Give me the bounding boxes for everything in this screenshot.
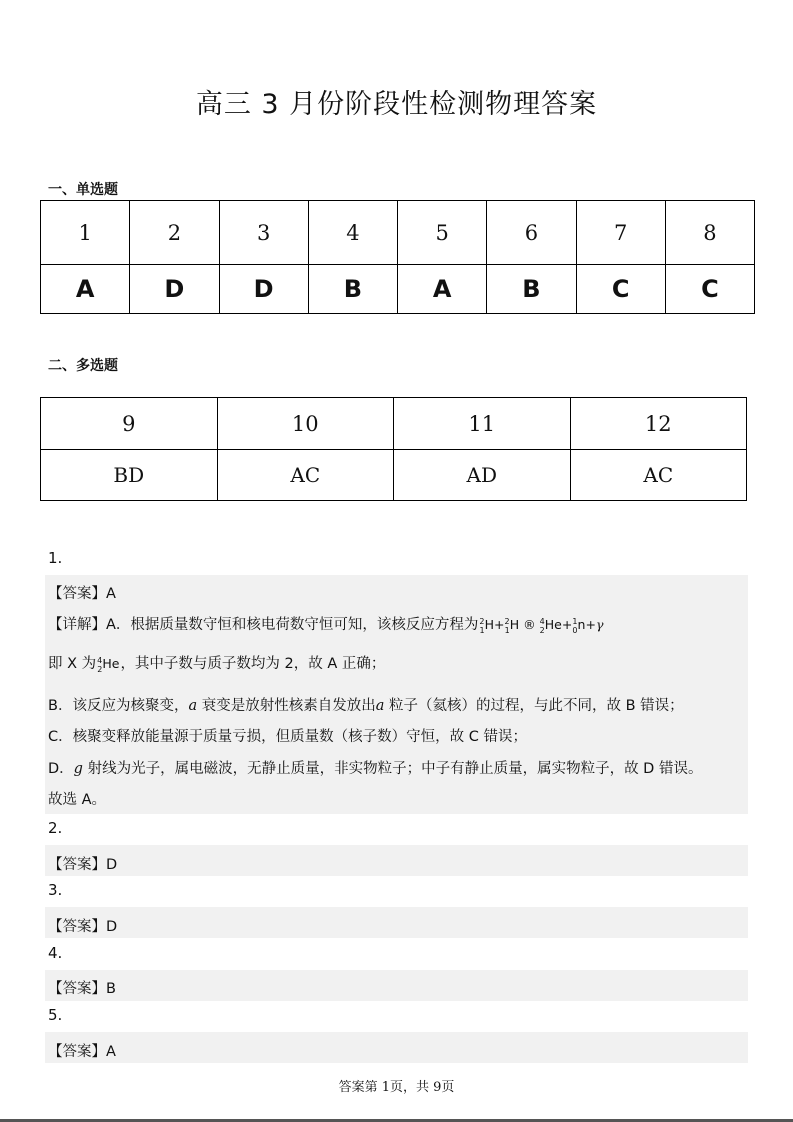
explanation-block [45, 1032, 748, 1063]
question-number-cell: 4 [308, 201, 397, 265]
explanation-block [45, 907, 748, 938]
question-number-cell: 2 [130, 201, 219, 265]
answer-cell: B [308, 265, 397, 314]
question-number-cell: 11 [394, 398, 571, 450]
question-number: 3. [48, 881, 63, 899]
gamma-symbol: g [73, 761, 83, 777]
alpha-symbol: a [375, 698, 385, 714]
question-number-cell: 1 [41, 201, 130, 265]
question-number-cell: 9 [41, 398, 218, 450]
question-number-cell: 3 [219, 201, 308, 265]
question-number-cell: 8 [665, 201, 754, 265]
question-number: 1. [48, 549, 63, 567]
nuclide-he4: $^4_2$He [97, 655, 120, 674]
answer-cell: A [41, 265, 130, 314]
detail-line-c: C．核聚变释放能量源于质量亏损，但质量数（核子数）守恒，故 C 错误； [48, 729, 527, 745]
question-number-cell: 12 [570, 398, 747, 450]
answer-cell: B [487, 265, 576, 314]
single-choice-label: 一、单选题 [48, 182, 118, 198]
single-choice-number-row [41, 201, 755, 265]
nuclide-neutron: $^1_0$n [572, 616, 586, 635]
multi-choice-answer-row [41, 450, 747, 501]
conclusion-line: 故选 A。 [48, 792, 107, 808]
answer-line: 【答案】A [48, 1044, 116, 1060]
nuclide-h2: $^2_1$H [479, 616, 495, 635]
multi-choice-answer-table [40, 397, 747, 501]
question-number-cell: 10 [217, 398, 394, 450]
answer-cell: AD [394, 450, 571, 501]
gamma-symbol: γ [595, 617, 604, 632]
equation [479, 617, 603, 635]
nuclide-h2: $^2_1$H [504, 616, 520, 635]
multi-choice-number-row [41, 398, 747, 450]
answer-cell: C [665, 265, 754, 314]
answer-line: 【答案】D [48, 919, 118, 935]
explanation-block [45, 845, 748, 876]
answer-line: 【答案】D [48, 857, 118, 873]
explanation-block [45, 970, 748, 1001]
question-number-cell: 7 [576, 201, 665, 265]
single-choice-answer-table [40, 200, 755, 314]
detail-line-b: B．该反应为核聚变，a 衰变是放射性核素自发放出a 粒子（氦核）的过程，与此不同，故 B 错误； [48, 698, 684, 714]
question-number-cell: 5 [398, 201, 487, 265]
answer-cell: D [130, 265, 219, 314]
question-number: 2. [48, 819, 63, 837]
alpha-symbol: a [188, 698, 198, 714]
answer-cell: AC [217, 450, 394, 501]
answer-cell: AC [570, 450, 747, 501]
detail-line-a [48, 613, 604, 635]
question-number: 5. [48, 1006, 63, 1024]
answer-line: 【答案】A [48, 586, 116, 602]
arrow-symbol: ® [523, 617, 536, 632]
detail-text: 【详解】A．根据质量数守恒和核电荷数守恒可知，该核反应方程为 [48, 617, 479, 633]
page-title: 高三 3 月份阶段性检测物理答案 [195, 89, 598, 120]
multi-choice-label: 二、多选题 [48, 358, 118, 374]
question-number: 4. [48, 944, 63, 962]
single-choice-answer-row [41, 265, 755, 314]
answer-cell: D [219, 265, 308, 314]
plus-sign: + [561, 617, 573, 632]
answer-cell: C [576, 265, 665, 314]
nuclide-he4: $^4_2$He [539, 616, 562, 635]
answer-cell: A [398, 265, 487, 314]
plus-sign: + [494, 617, 505, 632]
answer-cell: BD [41, 450, 218, 501]
detail-line-x: 即 X 为$^4_2$He，其中子数与质子数均为 2，故 A 正确； [48, 655, 386, 674]
page-footer: 答案第 1页，共 9页 [338, 1080, 455, 1095]
plus-sign: + [585, 617, 596, 632]
answer-line: 【答案】B [48, 981, 116, 997]
question-number-cell: 6 [487, 201, 576, 265]
detail-line-d: D．g 射线为光子，属电磁波，无静止质量，非实物粒子；中子有静止质量，属实物粒子，故 D 错误。 [48, 761, 703, 777]
